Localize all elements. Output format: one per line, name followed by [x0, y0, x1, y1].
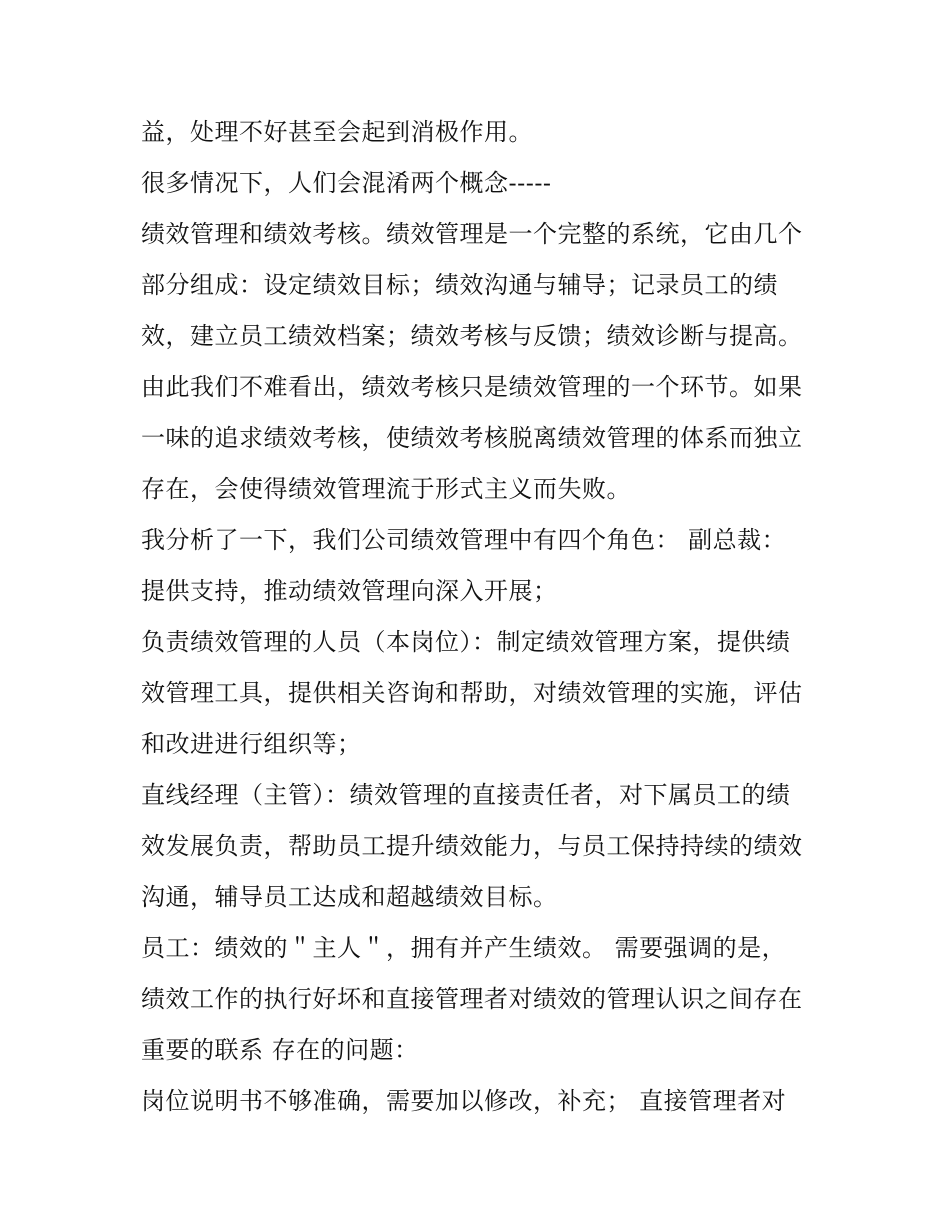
text-line-1: 益，处理不好甚至会起到消极作用。: [141, 118, 533, 146]
text-line-12: 效管理工具，提供相关咨询和帮助，对绩效管理的实施，评估: [141, 679, 803, 707]
text-line-8: 存在，会使得绩效管理流于形式主义而失败。: [141, 475, 631, 503]
text-line-15: 效发展负责，帮助员工提升绩效能力，与员工保持持续的绩效: [141, 832, 803, 860]
text-line-20: 岗位说明书不够准确，需要加以修改，补充； 直接管理者对: [141, 1087, 787, 1115]
text-line-2: 很多情况下，人们会混淆两个概念-----: [141, 169, 552, 197]
text-line-3: 绩效管理和绩效考核。绩效管理是一个完整的系统，它由几个: [141, 220, 803, 248]
document-body: [141, 107, 821, 1127]
text-line-4: 部分组成：设定绩效目标；绩效沟通与辅导；记录员工的绩: [141, 271, 778, 299]
text-line-9: 我分析了一下，我们公司绩效管理中有四个角色： 副总裁：: [141, 526, 787, 554]
text-line-16: 沟通，辅导员工达成和超越绩效目标。: [141, 883, 558, 911]
text-line-14: 直线经理（主管）：绩效管理的直接责任者，对下属员工的绩: [141, 781, 791, 809]
text-line-13: 和改进进行组织等；: [141, 730, 362, 758]
text-line-6: 由此我们不难看出，绩效考核只是绩效管理的一个环节。如果: [141, 373, 803, 401]
text-line-19: 重要的联系 存在的问题：: [141, 1036, 419, 1064]
text-line-11: 负责绩效管理的人员（本岗位）：制定绩效管理方案，提供绩: [141, 628, 791, 656]
text-line-7: 一味的追求绩效考核，使绩效考核脱离绩效管理的体系而独立: [141, 424, 803, 452]
text-line-5: 效，建立员工绩效档案；绩效考核与反馈；绩效诊断与提高。: [141, 322, 803, 350]
text-line-10: 提供支持，推动绩效管理向深入开展；: [141, 577, 558, 605]
text-line-17: 员工：绩效的＂主人＂，拥有并产生绩效。 需要强调的是，: [141, 934, 787, 962]
text-line-18: 绩效工作的执行好坏和直接管理者对绩效的管理认识之间存在: [141, 985, 803, 1013]
